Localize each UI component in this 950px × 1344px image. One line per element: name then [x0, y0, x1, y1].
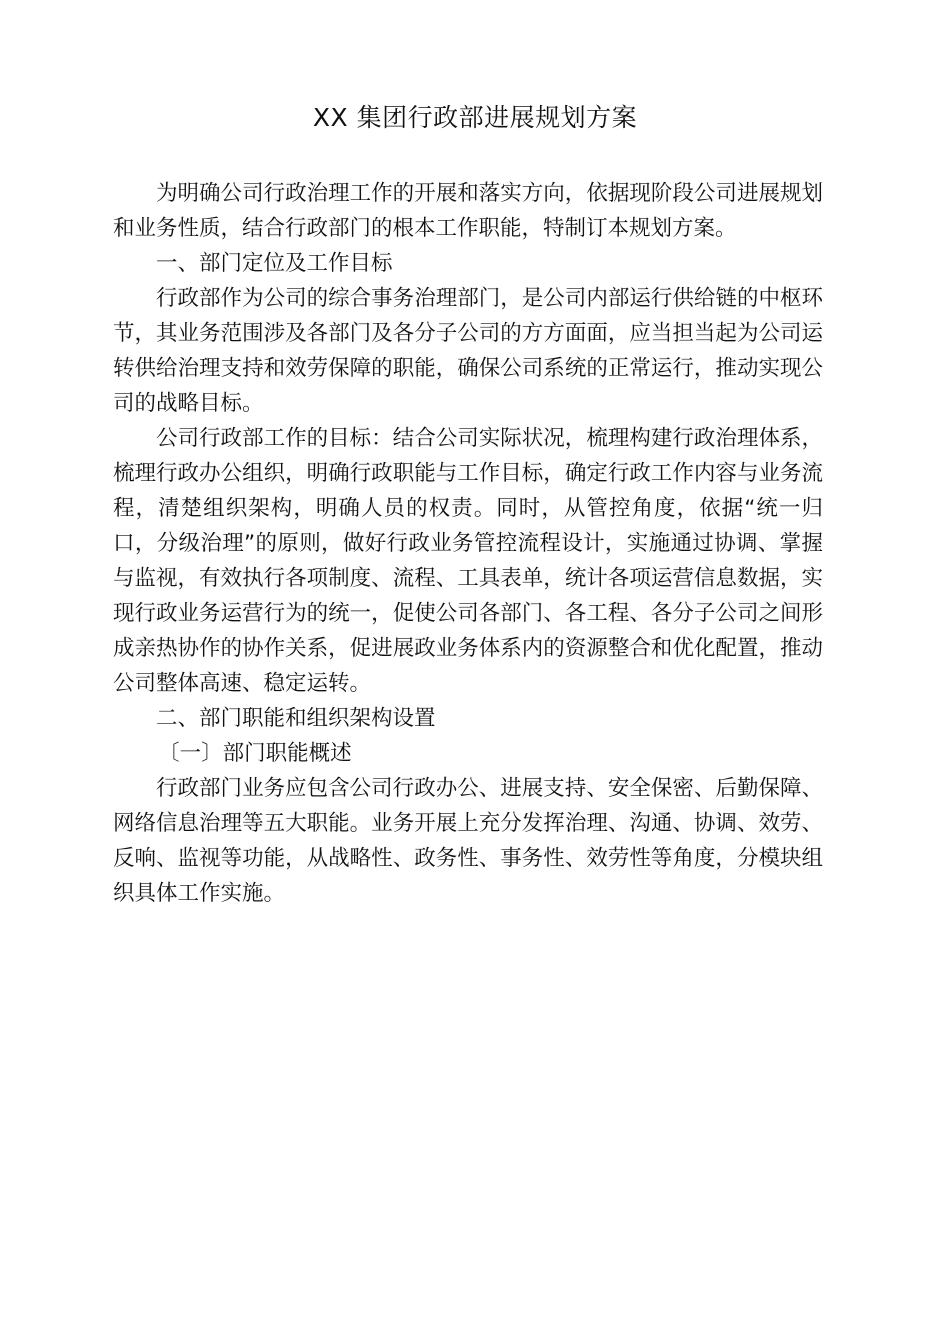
section-1-paragraph-2: 公司行政部工作的目标：结合公司实际状况，梳理构建行政治理体系，梳理行政办公组织，明确行政职能与工作目标，确定行政工作内容与业务流程，清楚组织架构，明确人员的权责。同时，从管控角度，依据“统一归口，分级治理”的原则，做好行政业务管控流程设计，实施通过协调、掌握与监视，有效执行各项制度、流程、工具表单，统计各项运营信息数据，实现行政业务运营行为的统一，促使公司各部门、各工程、各分子公司之间形成亲热协作的协作关系，促进展政业务体系内的资源整合和优化配置，推动公司整体高速、稳定运转。: [113, 426, 823, 696]
section-2-subheading: 〔一〕部门职能概述: [158, 741, 352, 766]
section-1-heading: 一、部门定位及工作目标: [156, 251, 393, 276]
document-title: XX 集团行政部进展规划方案: [312, 103, 638, 132]
section-2-heading: 二、部门职能和组织架构设置: [156, 706, 436, 731]
section-1-paragraph-1: 行政部作为公司的综合事务治理部门，是公司内部运行供给链的中枢环节，其业务范围涉及各部门及各分子公司的方方面面，应当担当起为公司运转供给治理支持和效劳保障的职能，确保公司系统的正常运行，推动实现公司的战略目标。: [113, 286, 823, 416]
document-body: [113, 176, 823, 911]
section-2-paragraph-1: 行政部门业务应包含公司行政办公、进展支持、安全保密、后勤保障、网络信息治理等五大职能。业务开展上充分发挥治理、沟通、协调、效劳、反响、监视等功能，从战略性、政务性、事务性、效劳性等角度，分模块组织具体工作实施。: [113, 776, 823, 906]
intro-paragraph: 为明确公司行政治理工作的开展和落实方向，依据现阶段公司进展规划和业务性质，结合行政部门的根本工作职能，特制订本规划方案。: [113, 181, 823, 241]
